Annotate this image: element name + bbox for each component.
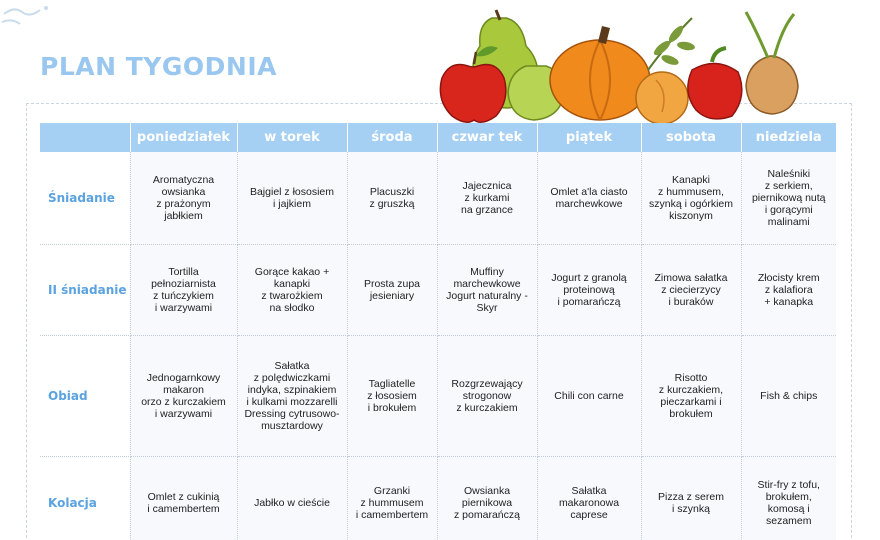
meal-cell-line: i jajkiem xyxy=(273,198,311,210)
meal-cell-line: kiszonym xyxy=(669,210,713,222)
meal-cell-line: z polędwiczkami xyxy=(253,372,331,384)
meal-cell-line: Naleśniki xyxy=(767,168,811,180)
meal-label: II śniadanie xyxy=(40,245,130,336)
meal-cell xyxy=(347,152,437,245)
meal-cell-line: Stir-fry z tofu, xyxy=(757,479,820,491)
meal-cell-line: sezamem xyxy=(765,515,812,527)
meal-cell xyxy=(641,457,741,540)
meal-row xyxy=(40,336,836,457)
meal-cell xyxy=(537,336,641,457)
meal-cell xyxy=(437,245,537,336)
header-corner xyxy=(40,123,130,152)
meal-cell-line: indyka, szpinakiem xyxy=(247,384,337,396)
red-pepper-icon xyxy=(688,48,742,119)
olive-branch-icon xyxy=(648,18,696,70)
meal-cell xyxy=(437,457,537,540)
meal-cell xyxy=(237,152,347,245)
meal-cell xyxy=(130,245,237,336)
corner-decoration-icon xyxy=(0,0,60,30)
meal-cell-line: i camembertem xyxy=(147,503,220,515)
meal-cell-line: marchewkowe xyxy=(453,278,521,290)
meal-cell-line: Jabłko w cieście xyxy=(254,497,330,509)
meal-cell-line: marchewkowe xyxy=(555,198,623,210)
meal-cell-line: Chili con carne xyxy=(554,390,624,402)
meal-label: Śniadanie xyxy=(40,152,130,245)
meal-cell-line: z serkiem, xyxy=(764,180,813,192)
meal-cell-line: z gruszką xyxy=(369,198,415,210)
meal-cell-line: komosą i xyxy=(767,503,810,515)
meal-cell-line: jesieniary xyxy=(369,290,415,302)
meal-cell xyxy=(437,152,537,245)
meal-cell-line: i szynką xyxy=(672,503,710,515)
meal-cell-line: szynką i ogórkiem xyxy=(648,198,734,210)
meal-row xyxy=(40,152,836,245)
meal-cell-line: Skyr xyxy=(476,302,498,314)
meal-cell-line: proteinową xyxy=(563,284,615,296)
meal-cell xyxy=(347,336,437,457)
meal-cell-line: z pomarańczą xyxy=(454,509,520,521)
meal-cell-line: Sałatka xyxy=(274,360,310,372)
meal-cell-line: brokułem xyxy=(669,408,713,420)
day-header: sobota xyxy=(641,123,741,152)
meal-cell-line: Aromatyczna xyxy=(152,174,215,186)
meal-cell-line: z tuńczykiem xyxy=(153,290,214,302)
meal-cell-line: z hummusem xyxy=(360,497,424,509)
meal-cell xyxy=(641,245,741,336)
meal-cell-line: Jajecznica xyxy=(462,180,512,192)
meal-cell-line: z łososiem xyxy=(367,390,417,402)
meal-cell-line: makaronowa xyxy=(558,497,620,509)
meal-cell-line: owsianka xyxy=(161,186,206,198)
meal-cell-line: Jogurt z granolą xyxy=(551,272,627,284)
meal-cell-line: Risotto xyxy=(674,372,708,384)
meal-cell-line: Jednogarnkowy xyxy=(146,372,221,384)
meal-cell-line: Sałatka xyxy=(571,485,607,497)
meal-cell-line: orzo z kurczakiem xyxy=(141,396,226,408)
meal-cell xyxy=(537,245,641,336)
meal-cell-line: Tagliatelle xyxy=(368,378,416,390)
meal-cell xyxy=(130,457,237,540)
meal-cell-line: Gorące kakao + xyxy=(254,266,330,278)
meal-cell-line: kanapki xyxy=(273,278,311,290)
meal-row xyxy=(40,457,836,540)
meal-cell-line: caprese xyxy=(570,509,608,521)
meal-cell-line: pełnoziarnista xyxy=(151,278,216,290)
meal-cell-line: Bajgiel z łososiem xyxy=(249,186,335,198)
meal-cell-line: i brokułem xyxy=(367,402,417,414)
meal-cell xyxy=(741,152,836,245)
meal-cell-line: i warzywami xyxy=(154,302,213,314)
produce-illustration xyxy=(430,0,810,125)
meal-cell-line: z prażonym xyxy=(156,198,211,210)
meal-cell xyxy=(537,152,641,245)
meal-cell-line: strogonow xyxy=(462,390,512,402)
meal-cell-line: i kulkami mozzarelli xyxy=(246,396,338,408)
meal-cell-line: Placuszki xyxy=(369,186,415,198)
meal-cell xyxy=(347,245,437,336)
meal-cell-line: + kanapka xyxy=(764,296,814,308)
meal-cell-line: i warzywami xyxy=(154,408,213,420)
meal-cell-line: Omlet z cukinią xyxy=(147,491,220,503)
meal-cell xyxy=(130,152,237,245)
meal-cell-line: Złocisty krem xyxy=(757,272,820,284)
meal-cell xyxy=(130,336,237,457)
meal-cell-line: Grzanki xyxy=(373,485,411,497)
meal-cell-line: musztardowy xyxy=(261,420,323,432)
meal-cell xyxy=(741,457,836,540)
meal-cell xyxy=(641,152,741,245)
meal-cell xyxy=(537,457,641,540)
meal-cell-line: Muffiny xyxy=(470,266,504,278)
meal-cell-line: Dressing cytrusowo- xyxy=(244,408,340,420)
meal-cell-line: i buraków xyxy=(668,296,714,308)
meal-cell-line: i camembertem xyxy=(355,509,429,521)
meal-cell-line: makaron xyxy=(163,384,204,396)
pumpkin-icon xyxy=(550,26,650,120)
meal-cell xyxy=(237,245,347,336)
meal-cell-line: malinami xyxy=(767,216,810,228)
day-header: środa xyxy=(347,123,437,152)
onion-icon xyxy=(746,12,798,114)
meal-cell xyxy=(237,336,347,457)
meal-cell xyxy=(237,457,347,540)
header-row xyxy=(40,123,836,152)
meal-cell-line: z kurczakiem xyxy=(456,402,518,414)
meal-cell-line: Zimowa sałatka xyxy=(654,272,728,284)
day-header: niedziela xyxy=(741,123,836,152)
day-header: w torek xyxy=(237,123,347,152)
meal-label: Obiad xyxy=(40,336,130,457)
meal-cell-line: z kalafiora xyxy=(764,284,813,296)
meal-cell xyxy=(741,336,836,457)
meal-cell xyxy=(437,336,537,457)
meal-cell-line: brokułem, xyxy=(765,491,812,503)
meal-cell-line: Fish & chips xyxy=(760,390,818,402)
meal-cell-line: Tortilla xyxy=(168,266,199,278)
meal-cell-line: i pomarańczą xyxy=(557,296,621,308)
day-header: piątek xyxy=(537,123,641,152)
meal-cell-line: Jogurt naturalny - xyxy=(446,290,528,302)
meal-cell xyxy=(641,336,741,457)
meal-cell-line: pieczarkami i xyxy=(660,396,722,408)
meal-plan-table xyxy=(40,123,836,540)
day-header: poniedziałek xyxy=(130,123,237,152)
meal-cell-line: Rozgrzewający xyxy=(451,378,523,390)
meal-cell-line: z ciecierzycy xyxy=(661,284,721,296)
meal-cell-line: z kurczakiem, xyxy=(658,384,724,396)
day-header: czwar tek xyxy=(437,123,537,152)
meal-cell xyxy=(347,457,437,540)
meal-cell-line: na grzance xyxy=(461,204,513,216)
meal-cell xyxy=(741,245,836,336)
meal-cell-line: z kurkami xyxy=(464,192,510,204)
meal-cell-line: Owsianka xyxy=(463,485,511,497)
meal-cell-line: i gorącymi xyxy=(764,204,813,216)
meal-cell-line: z hummusem, xyxy=(658,186,724,198)
meal-cell-line: Kanapki xyxy=(672,174,710,186)
meal-row xyxy=(40,245,836,336)
meal-cell-line: Pizza z serem xyxy=(658,491,724,503)
meal-cell-line: piernikową nutą xyxy=(751,192,826,204)
meal-cell-line: Omlet a'la ciasto xyxy=(550,186,628,198)
peach-icon xyxy=(636,72,688,124)
meal-label: Kolacja xyxy=(40,457,130,540)
meal-cell-line: jabłkiem xyxy=(164,210,203,222)
meal-cell-line: na słodko xyxy=(269,302,315,314)
meal-cell-line: piernikowa xyxy=(461,497,513,509)
meal-cell-line: Prosta zupa xyxy=(363,278,421,290)
meal-cell-line: z twarożkiem xyxy=(261,290,323,302)
page-title: PLAN TYGODNIA xyxy=(40,52,277,81)
